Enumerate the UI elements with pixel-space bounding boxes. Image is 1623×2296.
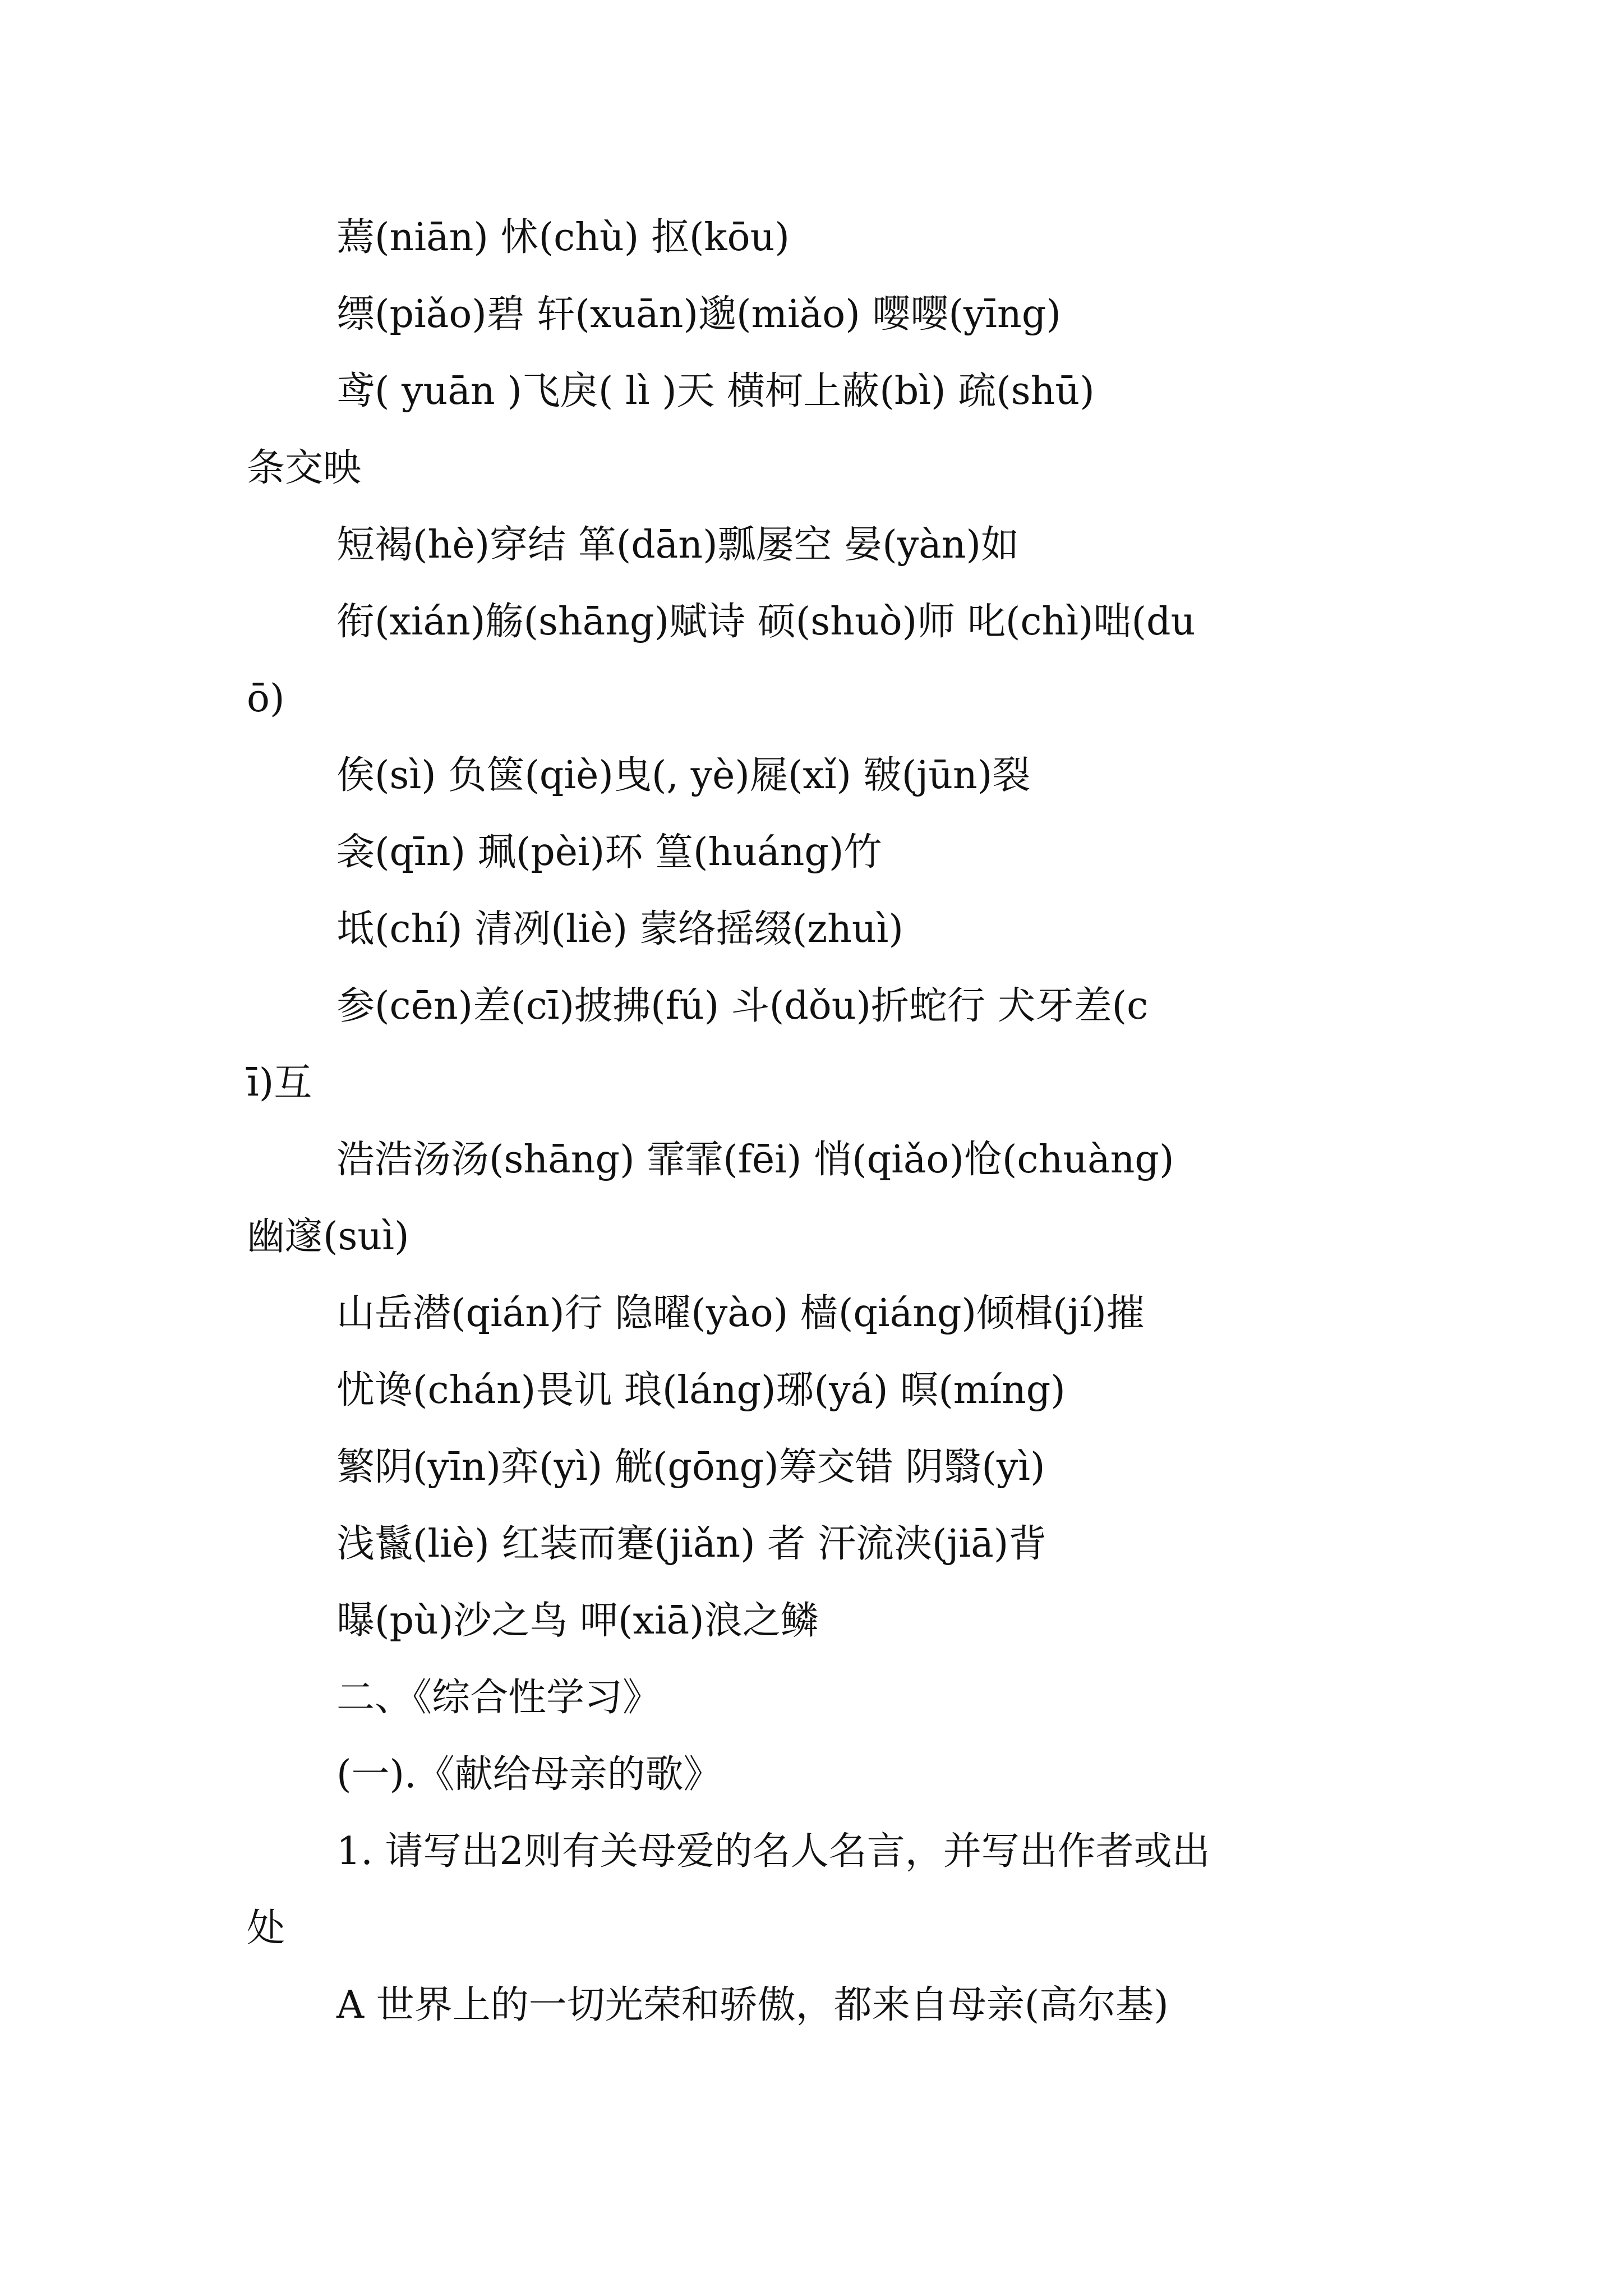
- text-line: 短褐(hè)穿结 箪(dān)瓢屡空 晏(yàn)如: [336, 523, 1020, 567]
- text-line: 浅鬣(liè) 红装而蹇(jiǎn) 者 汗流浃(jiā)背: [336, 1522, 1047, 1566]
- text-line: 繁阴(yīn)弈(yì) 觥(gōng)筹交错 阴翳(yì): [336, 1445, 1045, 1489]
- text-line-continuation: ō): [247, 677, 285, 721]
- text-line: 山岳潜(qián)行 隐曜(yào) 樯(qiáng)倾楫(jí)摧: [336, 1291, 1145, 1336]
- text-line: 忧谗(chán)畏讥 琅(láng)琊(yá) 暝(míng): [336, 1368, 1066, 1412]
- document-text: [0, 199, 1623, 2044]
- text-line-continuation: ī)互: [247, 1061, 312, 1105]
- question-text: 1. 请写出2则有关母爱的名人名言，并写出作者或出: [336, 1829, 1210, 1874]
- text-line: 俟(sì) 负箧(qiè)曳(, yè)屣(xǐ) 皲(jūn)裂: [336, 753, 1031, 798]
- text-line: 缥(piǎo)碧 轩(xuān)邈(miǎo) 嘤嘤(yīng): [336, 292, 1061, 337]
- subsection-heading: (一).《献给母亲的歌》: [336, 1752, 722, 1797]
- text-line-continuation: 处: [247, 1906, 285, 1950]
- text-line-continuation: 条交映: [247, 446, 362, 490]
- text-line: 坻(chí) 清冽(liè) 蒙络摇缀(zhuì): [336, 907, 903, 951]
- text-line: 曝(pù)沙之鸟 呷(xiā)浪之鳞: [336, 1599, 819, 1643]
- text-line: 鸢( yuān )飞戾( lì )天 横柯上蔽(bì) 疏(shū): [336, 369, 1095, 413]
- text-line: 衔(xián)觞(shāng)赋诗 硕(shuò)师 叱(chì)咄(du: [336, 600, 1196, 644]
- section-heading: 二、《综合性学习》: [336, 1676, 661, 1720]
- text-line: 浩浩汤汤(shāng) 霏霏(fēi) 悄(qiǎo)怆(chuàng): [336, 1138, 1174, 1182]
- text-line: 衾(qīn) 珮(pèi)环 篁(huáng)竹: [336, 830, 882, 875]
- text-line-continuation: 幽邃(suì): [247, 1214, 409, 1259]
- text-line: 蔫(niān) 怵(chù) 抠(kōu): [336, 215, 790, 260]
- answer-text: A 世界上的一切光荣和骄傲，都来自母亲(高尔基): [336, 1983, 1169, 2027]
- text-line: 参(cēn)差(cī)披拂(fú) 斗(dǒu)折蛇行 犬牙差(c: [336, 984, 1149, 1028]
